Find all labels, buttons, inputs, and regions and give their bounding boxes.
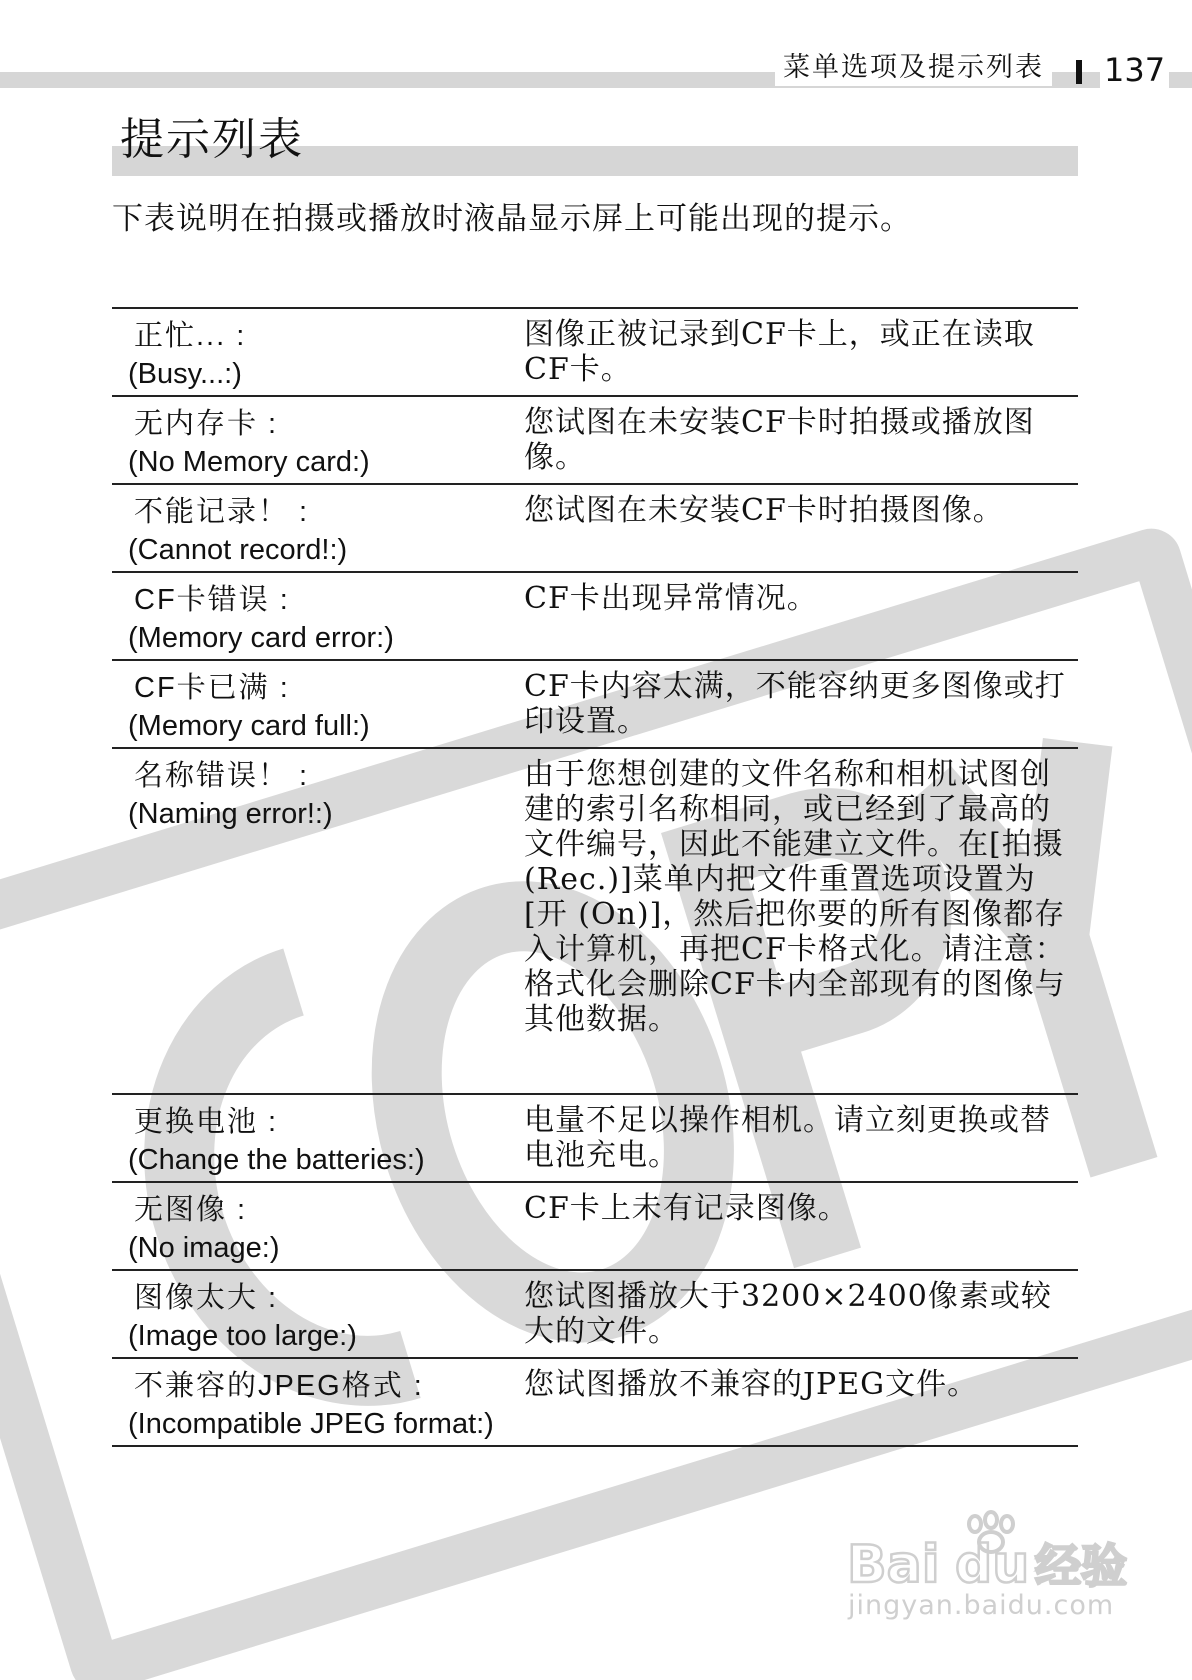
table-row: [112, 1359, 1078, 1447]
message-table: [112, 307, 1078, 1447]
baidu-paw-logo: [845, 1510, 1145, 1590]
table-row: [112, 1095, 1078, 1183]
message-name: [112, 749, 524, 1093]
message-description: CF卡上未有记录图像。: [524, 1191, 849, 1226]
message-name: [112, 573, 524, 659]
message-name: [112, 485, 524, 571]
message-name: [112, 397, 524, 483]
svg-text:du: du: [955, 1535, 1030, 1590]
message-name-zh: CF卡已满 :: [134, 672, 290, 704]
intro-paragraph: 下表说明在拍摄或播放时液晶显示屏上可能出现的提示。: [112, 201, 912, 237]
table-row: [112, 1271, 1078, 1359]
message-name-zh: 无图像 :: [134, 1194, 248, 1226]
message-name: [112, 1095, 524, 1181]
message-name-zh: 正忙... :: [134, 320, 247, 352]
message-description: 电量不足以操作相机。请立刻更换或替电池充电。: [524, 1103, 1051, 1173]
message-name: [112, 1359, 524, 1445]
table-row: [112, 1183, 1078, 1271]
table-row: [112, 661, 1078, 749]
table-row: [112, 573, 1078, 661]
page-number: 137: [1100, 50, 1169, 90]
svg-text:经验: 经验: [1035, 1539, 1127, 1590]
table-row: [112, 397, 1078, 485]
message-name-en: (Memory card full:): [128, 710, 370, 742]
message-name-en: (Incompatible JPEG format:): [128, 1408, 494, 1440]
message-name-en: (No Memory card:): [128, 446, 370, 478]
message-name-zh: 不能记录！ :: [134, 496, 310, 528]
message-name-zh: 更换电池 :: [134, 1106, 279, 1138]
message-description: 您试图在未安装CF卡时拍摄图像。: [524, 493, 1004, 528]
message-name-zh: 无内存卡 :: [134, 408, 279, 440]
message-name: [112, 1271, 524, 1357]
page-title: 提示列表: [120, 114, 304, 165]
message-name: [112, 309, 524, 395]
message-name-en: (Memory card error:): [128, 622, 394, 654]
baidu-url: jingyan.baidu.com: [848, 1590, 1115, 1621]
message-name: [112, 661, 524, 747]
table-row: [112, 749, 1078, 1095]
message-name: [112, 1183, 524, 1269]
message-name-en: (No image:): [128, 1232, 280, 1264]
message-name-en: (Image too large:): [128, 1320, 357, 1352]
svg-text:Bai: Bai: [847, 1535, 940, 1590]
message-name-en: (Naming error!:): [128, 798, 333, 830]
message-description: CF卡内容太满，不能容纳更多图像或打印设置。: [524, 669, 1066, 739]
message-name-zh: 名称错误！ :: [134, 760, 310, 792]
message-description: 您试图播放大于3200×2400像素或较大的文件。: [524, 1279, 1052, 1349]
message-name-en: (Cannot record!:): [128, 534, 348, 566]
message-name-en: (Busy...:): [128, 358, 242, 390]
table-row: [112, 309, 1078, 397]
message-name-zh: 不兼容的JPEG格式 :: [134, 1370, 424, 1402]
message-description: 图像正被记录到CF卡上，或正在读取CF卡。: [524, 317, 1035, 387]
message-name-zh: 图像太大 :: [134, 1282, 279, 1314]
header-section-label: 菜单选项及提示列表: [775, 50, 1052, 86]
message-name-zh: CF卡错误 :: [134, 584, 290, 616]
message-name-en: (Change the batteries:): [128, 1144, 425, 1176]
header-divider: [1076, 60, 1082, 84]
message-description: 由于您想创建的文件名称和相机试图创建的索引名称相同，或已经到了最高的文件编号，因此不能建立文件。在[拍摄 (Rec.)]菜单内把文件重置选项设置为[开 (On)]，然后把你要的所有图像都存入计算机，再把CF卡格式化。请注意：格式化会删除CF卡内全部现有的图像与其他数据。: [524, 757, 1066, 1037]
table-row: [112, 485, 1078, 573]
message-description: 您试图播放不兼容的JPEG文件。: [524, 1367, 979, 1402]
message-description: CF卡出现异常情况。: [524, 581, 818, 616]
message-description: 您试图在未安装CF卡时拍摄或播放图像。: [524, 405, 1035, 475]
